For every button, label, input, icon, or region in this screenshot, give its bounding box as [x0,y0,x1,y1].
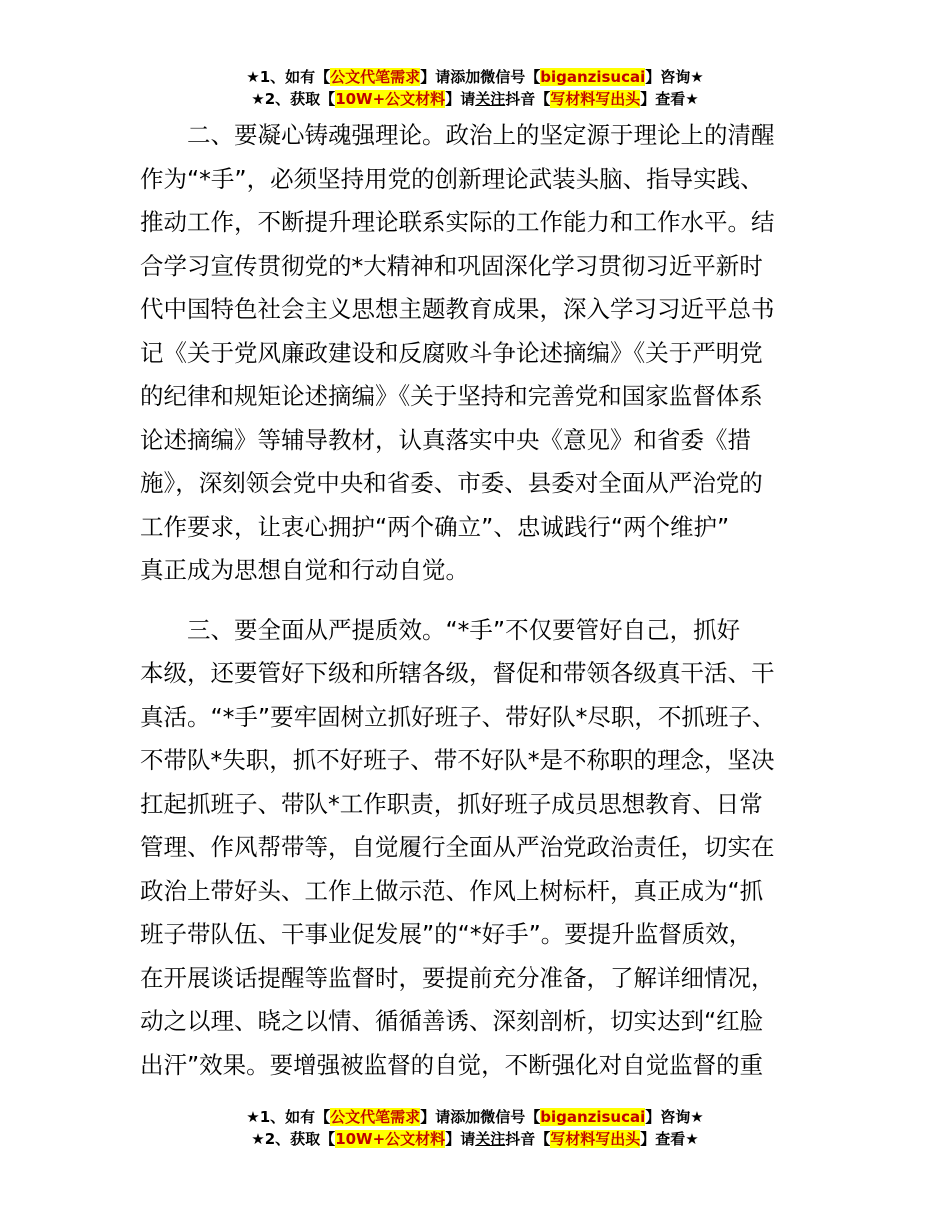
promo-highlight: 10W+公文材料 [335,1130,446,1148]
footer-promo-banner [0,1106,950,1150]
paragraph-spacer [140,593,830,609]
text-line: 论述摘编》等辅导教材，认真落实中央《意见》和省委《措 [140,425,751,454]
text-line: 工作要求，让衷心拥护“两个确立”、忠诚践行“两个维护” [140,512,730,541]
promo-text: 】咨询★ [645,1108,704,1126]
text-line: 合学习宣传贯彻党的*大精神和巩固深化学习贯彻习近平新时 [140,251,763,280]
promo-text: ★1、如有【 [246,68,331,86]
promo-text: 】查看★ [640,1130,699,1148]
text-line: 动之以理、晓之以情、循循善诱、深刻剖析，切实达到“红脸 [140,1007,764,1035]
douyin-account-highlight: 写材料写出头 [550,1130,641,1148]
text-line: 二、要凝心铸魂强理论。政治上的坚定源于理论上的清醒 [140,121,775,149]
text-line: 扛起抓班子、带队*工作职责，抓好班子成员思想教育、日常 [140,789,763,818]
wechat-id-highlight: biganzisucai [540,68,646,86]
text-line: 政治上带好头、工作上做示范、作风上树标杆，真正成为“抓 [140,876,764,905]
promo-highlight: 公文代笔需求 [330,1108,421,1126]
promo-text: 抖音【 [505,1130,551,1148]
text-line: 的纪律和规矩论述摘编》《关于坚持和完善党和国家监督体系 [140,382,763,410]
paragraph-3 [140,609,830,1088]
promo-text: 】查看★ [640,90,699,108]
text-line: 在开展谈话提醒等监督时，要提前充分准备，了解详细情况， [140,963,775,992]
text-line: 记《关于党风廉政建设和反腐败斗争论述摘编》《关于严明党 [140,338,763,367]
text-line: 代中国特色社会主义思想主题教育成果，深入学习习近平总书 [140,295,775,323]
promo-text: 抖音【 [505,90,551,108]
document-body [140,114,830,1087]
douyin-account-highlight: 写材料写出头 [550,90,641,108]
text-line: 出汗”效果。要增强被监督的自觉，不断强化对自觉监督的重 [140,1050,764,1079]
text-line: 真活。“*手”要牢固树立抓好班子、带好队*尽职，不抓班子、 [140,702,776,731]
promo-text: 】请 [445,90,476,108]
promo-underlined-text: 关注 [475,1130,506,1148]
promo-highlight: 公文代笔需求 [330,68,421,86]
paragraph-2 [140,114,830,593]
promo-text: ★1、如有【 [246,1108,331,1126]
wechat-id-highlight: biganzisucai [540,1108,646,1126]
promo-line-1 [0,1106,950,1128]
promo-text: 】请添加微信号【 [420,68,541,86]
promo-line-2 [0,88,950,110]
text-line: 施》，深刻领会党中央和省委、市委、县委对全面从严治党的 [140,469,763,497]
text-line: 管理、作风帮带等，自觉履行全面从严治党政治责任，切实在 [140,833,775,861]
promo-underlined-text: 关注 [475,90,506,108]
header-promo-banner [0,66,950,110]
promo-highlight: 10W+公文材料 [335,90,446,108]
promo-text: 】请 [445,1130,476,1148]
text-line: 本级，还要管好下级和所辖各级，督促和带领各级真干活、干 [140,659,775,687]
text-line: 推动工作，不断提升理论联系实际的工作能力和工作水平。结 [140,208,775,236]
promo-line-1 [0,66,950,88]
promo-text: ★2、获取【 [251,1130,336,1148]
text-line: 三、要全面从严提质效。“*手”不仅要管好自己，抓好 [140,615,741,644]
promo-text: 】请添加微信号【 [420,1108,541,1126]
promo-text: 】咨询★ [645,68,704,86]
text-line: 班子带队伍、干事业促发展”的“*好手”。要提升监督质效， [140,920,753,948]
text-line: 作为“*手”，必须坚持用党的创新理论武装头脑、指导实践、 [140,164,764,193]
promo-text: ★2、获取【 [251,90,336,108]
text-line: 真正成为思想自觉和行动自觉。 [140,556,469,584]
text-line: 不带队*失职，抓不好班子、带不好队*是不称职的理念，坚决 [140,746,775,774]
promo-line-2 [0,1128,950,1150]
